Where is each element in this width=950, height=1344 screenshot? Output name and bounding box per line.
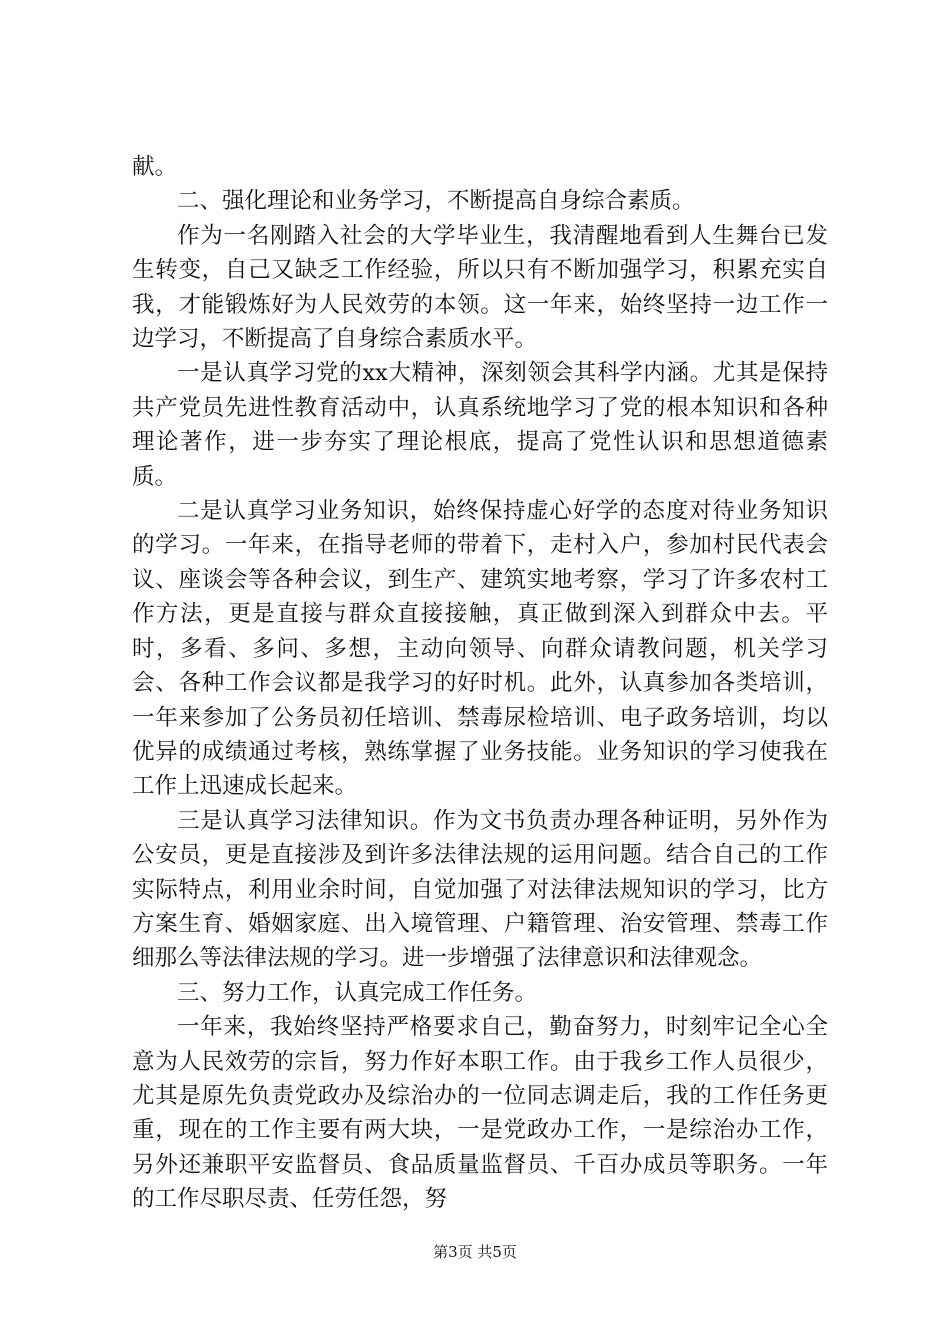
page-number-footer: 第3页 共5页 <box>433 1243 517 1261</box>
section-heading-2: 二、强化理论和业务学习，不断提高自身综合素质。 <box>177 188 695 215</box>
section-heading-3: 三、努力工作，认真完成工作任务。 <box>177 979 538 1006</box>
paragraph-3: 作为一名刚踏入社会的大学毕业生，我清醒地看到人生舞台已发生转变，自己又缺乏工作经验，所以只有不断加强学习，积累充实自我，才能锻炼好为人民效劳的本领。这一年来，始终坚持一边工作一边学习，不断提高了自身综合素质水平。 <box>132 222 828 353</box>
paragraph-6: 三是认真学习法律知识。作为文书负责办理各种证明，另外作为公安员，更是直接涉及到许多法律法规的运用问题。结合自己的工作实际特点，利用业余时间，自觉加强了对法律法规知识的学习，比方方案生育、婚姻家庭、出入境管理、户籍管理、治安管理、禁毒工作细那么等法律法规的学习。进一步增强了法律意识和法律观念。 <box>132 807 828 972</box>
paragraph-4: 一是认真学习党的xx大精神，深刻领会其科学内涵。尤其是保持共产党员先进性教育活动中，认真系统地学习了党的根本知识和各种理论著作，进一步夯实了理论根底，提高了党性认识和思想道德素质。 <box>132 360 828 490</box>
document-body <box>132 150 828 1217</box>
paragraph-5: 二是认真学习业务知识，始终保持虚心好学的态度对待业务知识的学习。一年来，在指导老师的带着下，走村入户，参加村民代表会议、座谈会等各种会议，到生产、建筑实地考察，学习了许多农村工作方法，更是直接与群众直接接触，真正做到深入到群众中去。平时，多看、多问、多想，主动向领导、向群众请教问题，机关学习会、各种工作会议都是我学习的好时机。此外，认真参加各类培训，一年来参加了公务员初任培训、禁毒尿检培训、电子政务培训，均以优异的成绩通过考核，熟练掌握了业务技能。业务知识的学习使我在工作上迅速成长起来。 <box>132 498 828 800</box>
paragraph-1: 献。 <box>132 154 178 180</box>
paragraph-8: 一年来，我始终坚持严格要求自己，勤奋努力，时刻牢记全心全意为人民效劳的宗旨，努力作好本职工作。由于我乡工作人员很少，尤其是原先负责党政办及综治办的一位同志调走后，我的工作任务更重，现在的工作主要有两大块，一是党政办工作，一是综治办工作，另外还兼职平安监督员、食品质量监督员、千百办成员等职务。一年的工作尽职尽责、任劳任怨，努 <box>132 1014 828 1213</box>
